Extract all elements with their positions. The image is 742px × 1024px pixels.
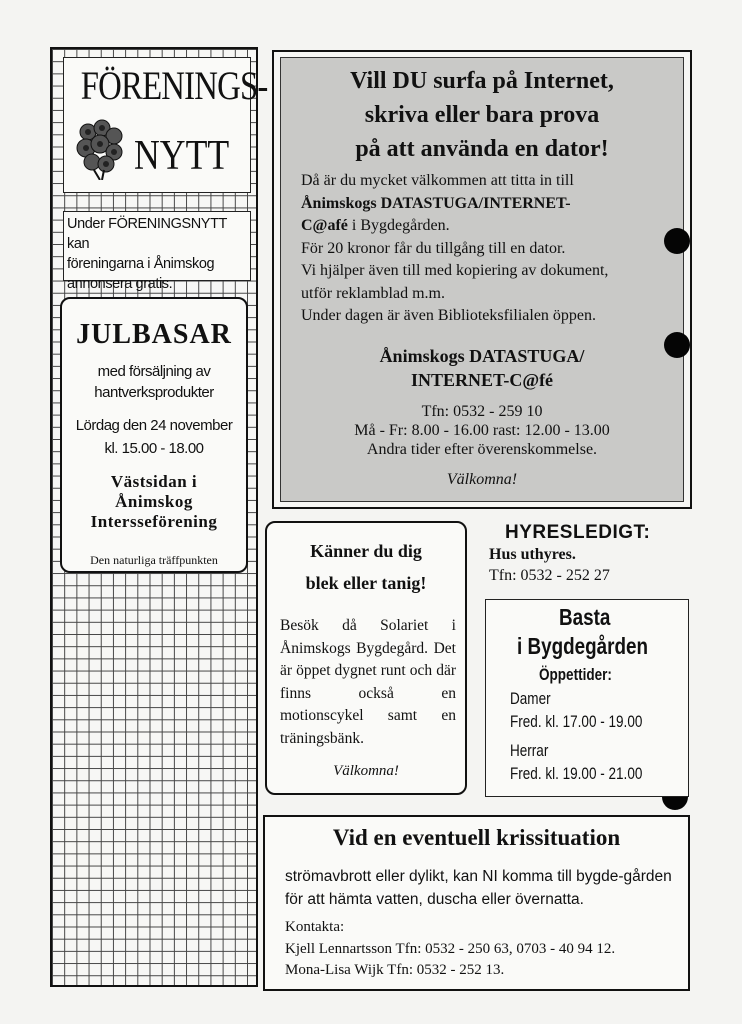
sauna-title: Basta xyxy=(559,604,611,630)
title-line-2: NYTT xyxy=(134,133,230,179)
crisis-headline: Vid en eventuell krissituation xyxy=(332,825,621,850)
cafe-body-line: utför reklamblad m.m. xyxy=(301,284,445,302)
cafe-headline-line: skriva eller bara prova xyxy=(364,102,600,128)
cafe-hours: Må - Fr: 8.00 - 16.00 rast: 12.00 - 13.00 xyxy=(354,422,610,439)
cafe-headline-line: på att använda en dator! xyxy=(355,136,609,162)
cafe-body-line: För 20 kronor får du tillgång till en dator. xyxy=(301,239,566,257)
solarium-welcome: Välkomna! xyxy=(333,763,399,779)
cafe-body xyxy=(301,170,679,328)
julbasar-date: Lördag den 24 november xyxy=(75,417,233,434)
cafe-other-times: Andra tider efter överenskommelse. xyxy=(366,441,598,458)
flower-bouquet-icon xyxy=(74,118,126,180)
sauna-men-label: Herrar xyxy=(510,742,549,760)
organizer-line: Ånimskog xyxy=(115,492,193,511)
crisis-contact: Kjell Lennartsson Tfn: 0532 - 250 63, 0703 - 40 94 12. xyxy=(285,940,616,957)
crisis-contacts xyxy=(285,917,685,982)
solarium-body: Besök då Solariet i Ånimskogs Bygdegård. Det är öppet dygnet runt och där finns också en motionscykel samt en träningsbänk. xyxy=(280,617,456,747)
cafe-name-line: Ånimskogs DATASTUGA/ xyxy=(379,346,585,366)
rental-line: Hus uthyres. xyxy=(489,546,576,563)
solarium-headline-line: blek eller tanig! xyxy=(305,573,427,593)
sauna-men-time: Fred. kl. 19.00 - 21.00 xyxy=(510,765,643,783)
intro-line: föreningarna i Ånimskog xyxy=(67,256,215,272)
solarium-headline-line: Känner du dig xyxy=(310,541,422,561)
cafe-contact xyxy=(281,402,683,459)
cafe-headline-line: Vill DU surfa på Internet, xyxy=(350,68,614,94)
julbasar-ad xyxy=(60,297,248,573)
solarium-headline xyxy=(267,535,465,599)
crisis-body: strömavbrott eller dylikt, kan NI komma till bygde-gården för att hämta vatten, duscha eller övernatta. xyxy=(285,868,672,908)
intro-line: Under FÖRENINGSNYTT kan xyxy=(67,216,227,252)
cafe-body-bold: C@afé xyxy=(301,217,348,234)
rental-title: HYRESLEDIGT: xyxy=(505,522,651,543)
sauna-ad xyxy=(485,599,689,797)
solarium-ad xyxy=(265,521,467,795)
julbasar-subtitle xyxy=(62,361,246,403)
rental-phone: Tfn: 0532 - 252 27 xyxy=(489,567,610,584)
julbasar-time: kl. 15.00 - 18.00 xyxy=(104,440,204,457)
julbasar-subtitle-line: hantverksprodukter xyxy=(94,384,214,401)
sauna-title-2: i Bygdegården xyxy=(517,633,649,659)
sauna-women xyxy=(510,688,642,734)
cafe-body-line: Vi hjälper även till med kopiering av dokument, xyxy=(301,262,609,279)
organizer-line: Intersseförening xyxy=(90,512,218,531)
julbasar-slogan: Den naturliga träffpunkten xyxy=(90,553,218,567)
cafe-phone: Tfn: 0532 - 259 10 xyxy=(421,403,543,420)
organizer-line: Västsidan i xyxy=(110,472,198,491)
crisis-contact-label: Kontakta: xyxy=(285,919,345,935)
cafe-name xyxy=(281,344,683,392)
crisis-contact: Mona-Lisa Wijk Tfn: 0532 - 252 13. xyxy=(285,962,505,978)
cafe-body-line: i Bygdegården. xyxy=(347,217,450,234)
sauna-men xyxy=(510,740,642,786)
foreningsnytt-title-box xyxy=(63,57,268,193)
intro-text-box xyxy=(63,211,251,292)
intro-line: annonsera gratis. xyxy=(67,276,173,292)
binder-hole-icon xyxy=(664,332,690,358)
julbasar-datetime xyxy=(62,414,246,460)
binder-hole-icon xyxy=(664,228,690,254)
cafe-ad xyxy=(280,57,684,502)
title-line-1: FÖRENINGS- xyxy=(80,63,268,108)
cafe-body-line: Då är du mycket välkommen att titta in till xyxy=(301,172,574,189)
julbasar-title: JULBASAR xyxy=(76,319,232,350)
cafe-name-line: INTERNET-C@fé xyxy=(410,370,554,390)
julbasar-organizer xyxy=(62,472,246,532)
cafe-welcome: Välkomna! xyxy=(446,471,518,488)
cafe-body-bold: Ånimskogs DATASTUGA/INTERNET- xyxy=(301,194,571,212)
sauna-women-time: Fred. kl. 17.00 - 19.00 xyxy=(510,713,643,731)
cafe-headline xyxy=(281,64,683,166)
sauna-women-label: Damer xyxy=(510,690,551,708)
crisis-notice xyxy=(263,815,690,991)
julbasar-subtitle-line: med försäljning av xyxy=(97,363,211,380)
cafe-body-line: Under dagen är även Biblioteksfilialen öppen. xyxy=(301,307,597,324)
sauna-hours-label: Öppettider: xyxy=(539,666,612,684)
